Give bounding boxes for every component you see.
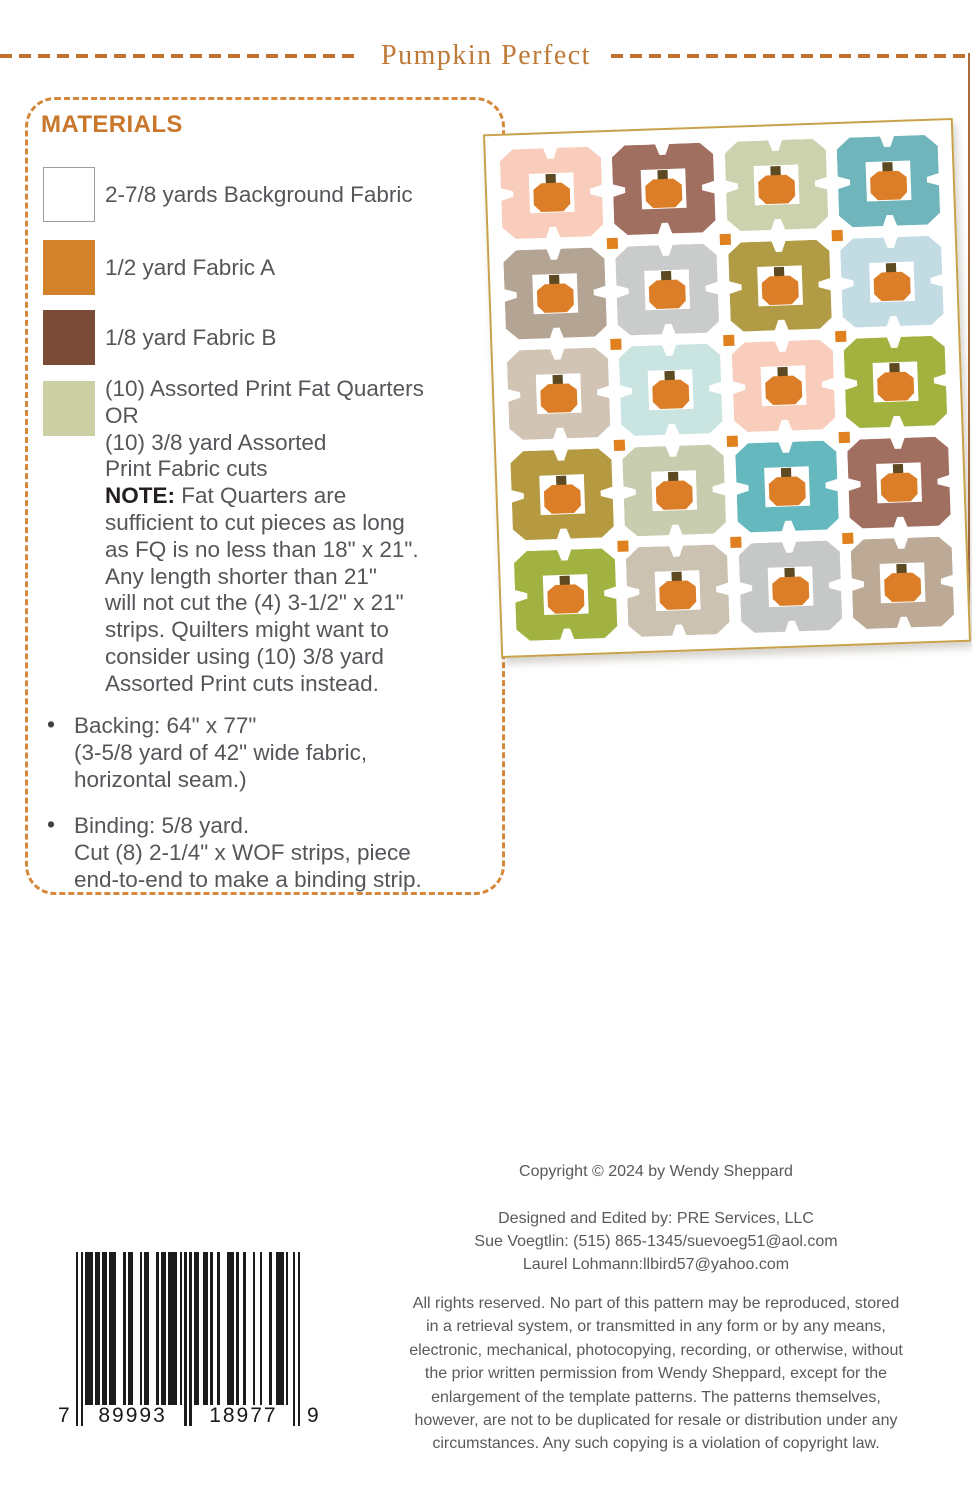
materials-box: [25, 97, 505, 895]
barcode-bar: [269, 1252, 271, 1407]
quilt-block: [612, 142, 716, 235]
barcode-digits: 7: [58, 1404, 72, 1427]
quilt-block: [510, 448, 614, 541]
barcode-bar: [293, 1252, 295, 1426]
barcode-bar: [217, 1252, 219, 1407]
pumpkin-icon: [772, 577, 809, 607]
barcode-digits: 18977: [209, 1404, 278, 1427]
quilt-block: [507, 347, 611, 440]
quilt-block: [847, 436, 951, 529]
quilt-block: [514, 548, 618, 641]
page-header: [0, 38, 972, 74]
quilt-block: [850, 537, 954, 630]
barcode-bar: [232, 1252, 234, 1407]
materials-bullet-list: [42, 712, 492, 912]
quilt-block: [836, 135, 940, 228]
materials-bullet: [42, 712, 492, 793]
pumpkin-icon: [880, 472, 917, 502]
barcode-bar: [298, 1252, 300, 1426]
barcode-bar: [210, 1252, 212, 1407]
barcode-bar: [163, 1252, 165, 1407]
pumpkin-icon: [877, 372, 914, 402]
note-label: NOTE:: [105, 483, 182, 509]
fabric-swatch: [43, 240, 95, 295]
barcode-bar: [281, 1252, 283, 1407]
pumpkin-icon: [659, 581, 696, 611]
pumpkin-icon: [761, 275, 798, 305]
pumpkin-icon: [537, 283, 574, 313]
materials-item-text: 1/8 yard Fabric B: [105, 325, 277, 350]
materials-item-text: 2-7/8 yards Background Fabric: [105, 182, 413, 207]
pattern-title: Pumpkin Perfect: [381, 40, 591, 71]
quilt-block: [615, 243, 719, 336]
barcode-bar: [286, 1252, 288, 1407]
barcode-bar: [175, 1252, 177, 1407]
barcode-bar: [140, 1252, 142, 1407]
barcode-bar: [156, 1252, 158, 1407]
barcode-bar: [189, 1252, 191, 1426]
pumpkin-icon: [758, 174, 795, 204]
page-edge-rule: [968, 53, 970, 638]
pumpkin-icon: [656, 480, 693, 510]
barcode-bar: [253, 1252, 255, 1407]
materials-bullet: [42, 812, 492, 893]
quilt-block: [619, 343, 723, 436]
quilt-grid: [500, 135, 955, 642]
pumpkin-icon: [645, 178, 682, 208]
fabric-swatch: [43, 381, 95, 436]
barcode-bar: [184, 1252, 186, 1426]
quilt-block: [724, 138, 828, 231]
barcode-digits: 9: [307, 1404, 321, 1427]
pumpkin-icon: [652, 379, 689, 409]
barcode-bar: [130, 1252, 132, 1407]
pumpkin-icon: [884, 573, 921, 603]
pumpkin-icon: [768, 476, 805, 506]
quilt-block: [738, 541, 842, 634]
pumpkin-icon: [870, 171, 907, 201]
materials-item-text: 1/2 yard Fabric A: [105, 255, 276, 280]
barcode-digits: 89993: [98, 1404, 167, 1427]
pumpkin-icon: [533, 182, 570, 212]
quilt-block: [503, 247, 607, 340]
barcode-bar: [81, 1252, 83, 1426]
credits-lines: Designed and Edited by: PRE Services, LLC Sue Voegtlin: (515) 865-1345/suevoeg51@aol.com Laurel Lohmann:llbird57@yahoo.com: [474, 1210, 838, 1273]
fabric-swatch: [43, 310, 95, 365]
pumpkin-icon: [649, 279, 686, 309]
barcode-bar: [90, 1252, 92, 1407]
dashed-rule-right: [611, 54, 972, 58]
bullet-text: Backing: 64" x 77" (3-5/8 yard of 42" wide fabric, horizontal seam.): [74, 713, 368, 792]
materials-heading: MATERIALS: [41, 111, 183, 138]
bullet-dot: •: [47, 711, 56, 737]
quilt-block: [843, 336, 947, 429]
quilt-block: [500, 146, 604, 239]
pumpkin-icon: [873, 271, 910, 301]
barcode-bar: [180, 1252, 182, 1407]
quilt-block: [840, 235, 944, 328]
quilt-block: [626, 544, 730, 637]
barcode-bar: [206, 1252, 208, 1407]
fabric-swatch: [43, 167, 95, 222]
quilt-block: [731, 339, 835, 432]
quilt-block: [734, 440, 838, 533]
pumpkin-icon: [547, 584, 584, 614]
rights-paragraph: All rights reserved. No part of this pattern may be reproduced, stored in a retrieval system, or transmitted in any form or by any means, electronic, mechanical, photocopying, recording, or otherwise, without the prior written permission from Wendy Sheppard, except for the enlargement of the template patterns. The patterns themselves, however, are not to be duplicated for resale or distribution under any circumstances. Any such copying is a violation of copyright law.: [409, 1295, 903, 1453]
pumpkin-icon: [544, 484, 581, 514]
barcode-bar: [196, 1252, 198, 1407]
pumpkin-icon: [765, 376, 802, 406]
barcode: [58, 1252, 321, 1432]
bullet-dot: •: [47, 811, 56, 837]
barcode-bar: [97, 1252, 99, 1407]
barcode-bar: [236, 1252, 238, 1407]
barcode-bar: [147, 1252, 149, 1407]
barcode-bar: [76, 1252, 78, 1426]
materials-item-text: (10) Assorted Print Fat Quarters OR (10) 3/8 yard Assorted Print Fabric cuts NOTE: Fat Quarters are sufficient to cut pieces as long as FQ is no less than 18" x 21". Any length shorter than 21" will not cut the (4) 3-1/2" x 21" strips. Quilters might want to consider using (10) 3/8 yard Assorted Print cuts instead.: [105, 376, 424, 696]
bullet-text: Binding: 5/8 yard. Cut (8) 2-1/4" x WOF strips, piece end-to-end to make a binding strip.: [74, 813, 422, 892]
copyright-line: Copyright © 2024 by Wendy Sheppard: [519, 1163, 793, 1180]
barcode-bar: [104, 1252, 106, 1407]
pumpkin-icon: [540, 383, 577, 413]
quilt-image: [483, 118, 971, 658]
barcode-bar: [114, 1252, 116, 1407]
quilt-block: [622, 444, 726, 537]
dashed-rule-left: [0, 54, 361, 58]
barcode-bar: [123, 1252, 125, 1407]
barcode-bar: [260, 1252, 262, 1407]
barcode-bar: [243, 1252, 245, 1407]
quilt-block: [727, 239, 831, 332]
